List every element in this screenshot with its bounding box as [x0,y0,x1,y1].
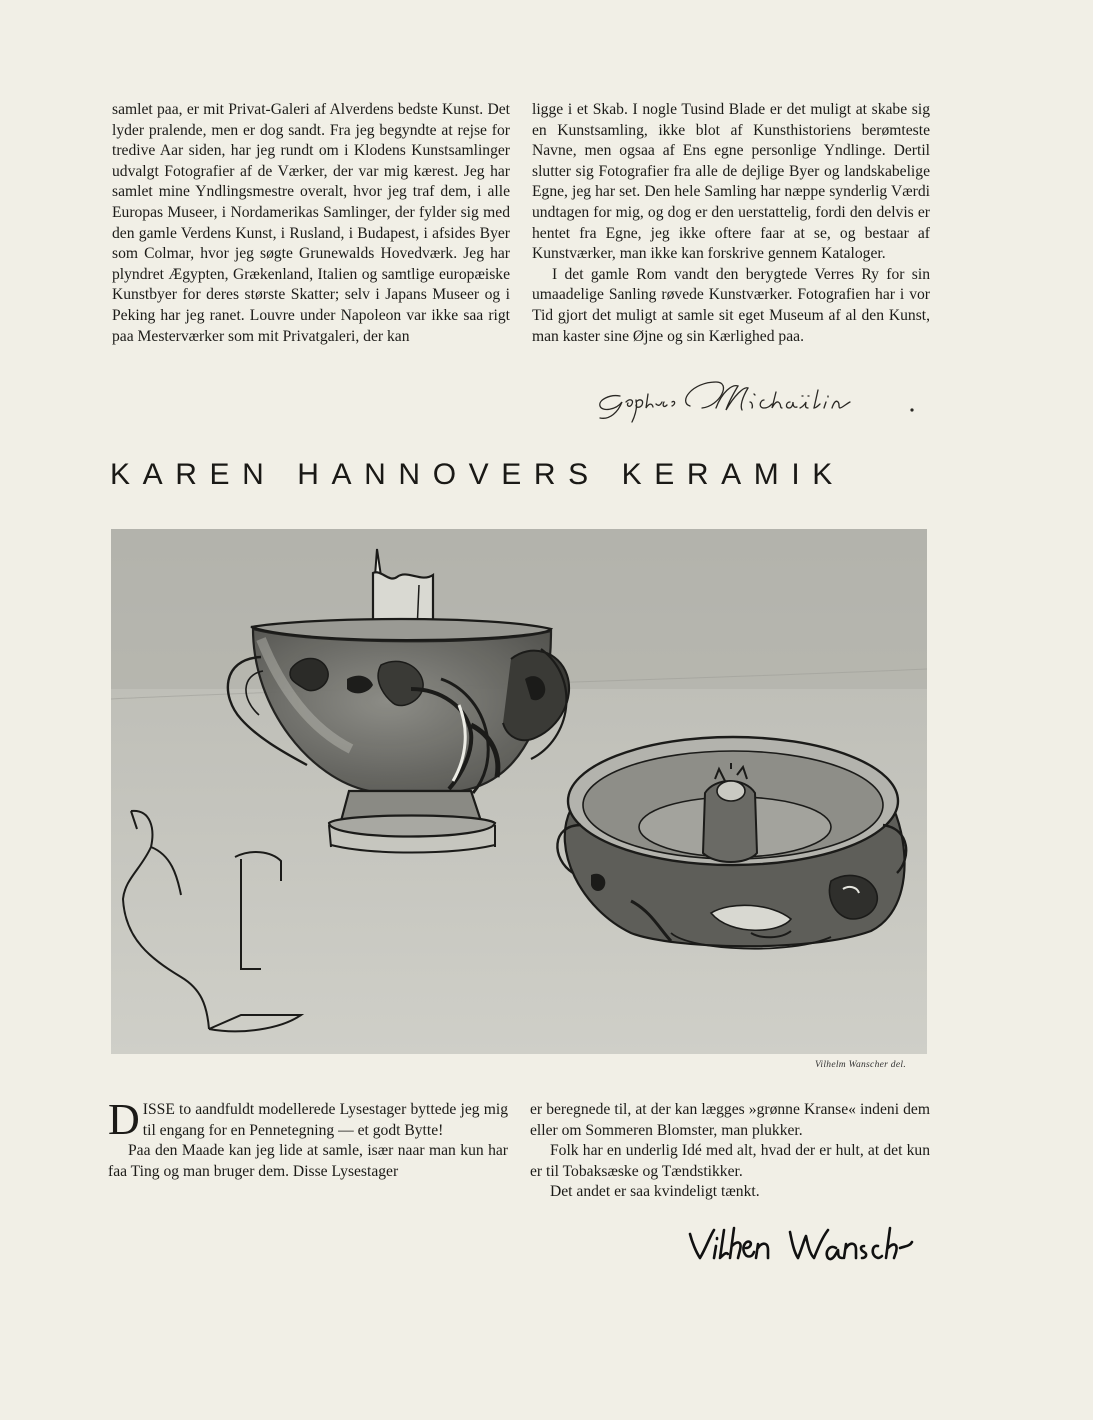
continuation-right-column [532,100,930,347]
continuation-left-paragraph: samlet paa, er mit Privat-Galeri af Alverdens bedste Kunst. Det lyder pralende, men er dog sandt. Fra jeg begyndte at rejse for tredive Aar siden, har jeg rundt om i Klodens Kunstsamlinger udvalgt Fotografier af de Værker, der var mig kærest. Jeg har samlet mine Yndlingsmestre overalt, hvor jeg traf dem, i alle Europas Museer, i Nordamerikas Samlinger, der fylder sig med den gamle Verdens Kunst, i Rusland, i Budapest, i afsides Byer som Colmar, hvor jeg søgte Grunewalds Hovedværk. Jeg har plyndret Ægypten, Grækenland, Italien og samtlige europæiske Kunstbyer for deres største Skatter; selv i Japans Museer og i Peking har jeg ranet. Louvre under Napoleon var ikke saa rigt paa Mesterværker som mit Privatgaleri, der kan [112,101,510,345]
signature-wanscher [686,1222,916,1272]
ceramic-candlesticks-illustration [111,529,927,1054]
article-right-paragraph-2: Folk har en underlig Idé med alt, hvad der er hult, at det kun er til Tobaksæske og Tændstikker. [530,1142,930,1180]
dropcap-letter: D [108,1095,140,1144]
section-heading: KAREN HANNOVERS KERAMIK [110,458,845,491]
article-left-column [108,1095,508,1182]
article-left-paragraph-1 [108,1095,508,1144]
article-right-column [530,1100,930,1203]
continuation-right-paragraph-1: ligge i et Skab. I nogle Tusind Blade er det muligt at skabe sig en Kunstsamling, ikke blot af Kunsthistoriens berømteste Navne, men ogsaa af Ens egne personlige Yndlinge. Dertil slutter sig Fotografier fra alle de dejlige Byer og landskabelige Egne, jeg har set. Den hele Samling har næppe synderlig Værdi undtagen for mig, og dog er den uerstattelig, fordi den delvis er hentet fra Egne, jeg ikke oftere faar at se, og bestaar af Kunstværker, man ikke kan forskrive gennem Kataloger. [532,101,930,263]
illustration-credit: Vilhelm Wanscher del. [815,1060,906,1070]
continuation-right-paragraph-2: I det gamle Rom vandt den berygtede Verres Ry for sin umaadelige Sanling røvede Kunstværker. Fotografien har i vor Tid gjort det muligt at samle sit eget Museum af al den Kunst, man kaster sine Øjne og sin Kærlighed paa. [532,265,930,345]
article-right-paragraph-1: er beregnede til, at der kan lægges »grønne Kranse« indeni dem eller om Sommeren Blomster, man plukker. [530,1101,930,1139]
right-candlestick-drawing [557,737,906,949]
article-right-paragraph-3: Det andet er saa kvindeligt tænkt. [550,1183,760,1201]
signature-michaelis [592,372,922,428]
article-left-paragraph-1-text: ISSE to aandfuldt modellerede Lysestager byttede jeg mig til engang for en Pennetegning — et godt Bytte! [142,1101,508,1139]
continuation-left-column [112,100,510,347]
article-left-paragraph-2: Paa den Maade kan jeg lide at samle, især naar man kun har faa Ting og man bruger dem. Disse Lysestager [108,1142,508,1180]
